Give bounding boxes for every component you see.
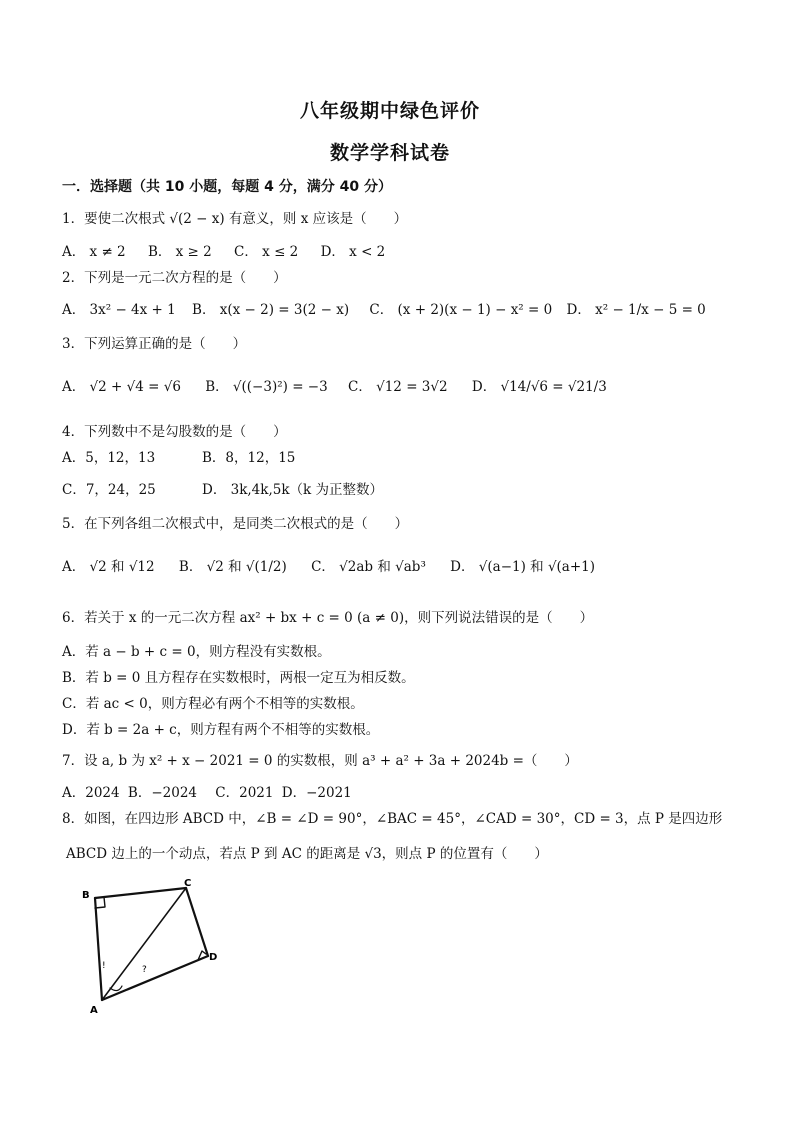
label-a: A bbox=[90, 1005, 98, 1016]
question-4-option-c: C．7，24，25 bbox=[62, 482, 156, 498]
option-d: D． x < 2 bbox=[320, 244, 386, 260]
question-4-option-a: A．5，12，13 bbox=[62, 450, 156, 466]
option-c: C． x ≤ 2 bbox=[234, 244, 299, 260]
label-d: D bbox=[209, 952, 218, 963]
angle-label-2: ? bbox=[142, 965, 147, 975]
option-b: B．−2024 bbox=[127, 785, 197, 801]
option-a: A． 3x² − 4x + 1 bbox=[62, 302, 176, 318]
option-c: C． √12 = 3√2 bbox=[348, 379, 448, 395]
question-1-options bbox=[62, 240, 385, 260]
label-c: C bbox=[184, 878, 192, 889]
question-3-options bbox=[62, 375, 607, 395]
option-c: C．2021 bbox=[215, 785, 274, 801]
page-title: 八年级期中绿色评价 bbox=[300, 100, 481, 122]
question-7-options bbox=[62, 781, 352, 801]
question-4-stem: 4．下列数中不是勾股数的是（ ） bbox=[62, 424, 287, 440]
question-5-options bbox=[62, 555, 595, 575]
option-b: B． x ≥ 2 bbox=[147, 244, 212, 260]
side-cd bbox=[186, 888, 208, 956]
option-b: B． x(x − 2) = 3(2 − x) bbox=[192, 302, 350, 318]
option-a: A． √2 和 √12 bbox=[62, 559, 155, 575]
question-2-stem: 2．下列是一元二次方程的是（ ） bbox=[62, 270, 287, 286]
side-bc bbox=[95, 888, 186, 898]
option-b: B． √((−3)²) = −3 bbox=[205, 379, 328, 395]
question-4-option-d: D． 3k,4k,5k（k 为正整数） bbox=[202, 482, 383, 498]
question-8-stem-line2: ABCD 边上的一个动点，若点 P 到 AC 的距离是 √3，则点 P 的位置有（ ） bbox=[66, 846, 548, 862]
option-b: B． √2 和 √(1/2) bbox=[178, 559, 287, 575]
question-5-stem: 5．在下列各组二次根式中，是同类二次根式的是（ ） bbox=[62, 516, 409, 532]
label-b: B bbox=[82, 890, 90, 901]
question-1-stem: 1．要使二次根式 √(2 − x) 有意义，则 x 应该是（ ） bbox=[62, 211, 408, 227]
page-subtitle: 数学学科试卷 bbox=[330, 142, 451, 164]
option-c: C． √2ab 和 √ab³ bbox=[311, 559, 426, 575]
option-d: D．−2021 bbox=[281, 785, 352, 801]
question-4-option-b: B．8，12，15 bbox=[202, 450, 296, 466]
option-d: D． √14/√6 = √21/3 bbox=[471, 379, 607, 395]
question-6-stem: 6．若关于 x 的一元二次方程 ax² + bx + c = 0 (a ≠ 0)，则下列说法错误的是（ ） bbox=[62, 610, 594, 626]
section-heading: 一．选择题（共 10 小题，每题 4 分，满分 40 分） bbox=[62, 179, 392, 195]
option-c: C． (x + 2)(x − 1) − x² = 0 bbox=[369, 302, 553, 318]
option-d: D． √(a−1) 和 √(a+1) bbox=[450, 559, 596, 575]
option-d: D． x² − 1/x − 5 = 0 bbox=[566, 302, 706, 318]
question-7-stem: 7．设 a, b 为 x² + x − 2021 = 0 的实数根，则 a³ + a² + 3a + 2024b =（ ） bbox=[62, 753, 578, 769]
question-6-option-b: B．若 b = 0 且方程存在实数根时，两根一定互为相反数。 bbox=[62, 670, 415, 686]
question-6-option-a: A．若 a − b + c = 0，则方程没有实数根。 bbox=[62, 644, 331, 660]
option-a: A． x ≠ 2 bbox=[62, 244, 126, 260]
question-2-options bbox=[62, 298, 706, 318]
side-ab bbox=[95, 898, 102, 1000]
question-6-option-c: C．若 ac < 0，则方程必有两个不相等的实数根。 bbox=[62, 696, 364, 712]
quadrilateral-figure bbox=[80, 876, 230, 1016]
question-8-stem-line1: 8．如图，在四边形 ABCD 中，∠B = ∠D = 90°，∠BAC = 45°，∠CAD = 30°，CD = 3，点 P 是四边形 bbox=[62, 811, 723, 827]
option-a: A．2024 bbox=[62, 785, 120, 801]
question-3-stem: 3．下列运算正确的是（ ） bbox=[62, 336, 247, 352]
question-6-option-d: D．若 b = 2a + c，则方程有两个不相等的实数根。 bbox=[62, 722, 380, 738]
angle-label-1: ! bbox=[102, 961, 106, 971]
option-a: A． √2 + √4 = √6 bbox=[62, 379, 181, 395]
